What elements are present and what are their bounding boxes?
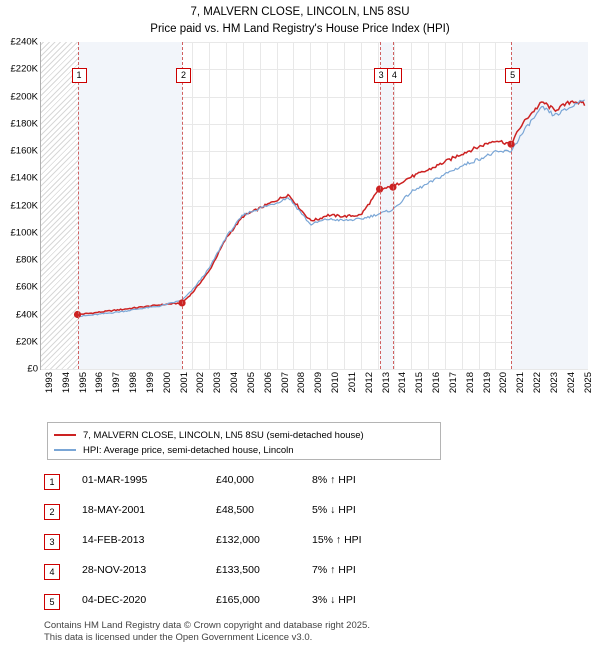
x-axis-tick-label: 1999 [144,372,156,394]
y-axis-tick-label: £40K [15,309,38,320]
x-axis-tick-label: 2017 [447,372,459,394]
gridline-horizontal [41,369,588,370]
x-axis-tick-label: 2006 [262,372,274,394]
x-axis-tick-label: 2005 [245,372,257,394]
x-axis-tick-label: 2007 [279,372,291,394]
sale-hpi-delta: 15% ↑ HPI [312,534,362,546]
legend-color-swatch [54,434,76,436]
x-axis-tick-label: 2001 [178,372,190,394]
x-axis-tick-label: 2002 [195,372,207,394]
x-axis-tick-label: 2010 [330,372,342,394]
sale-event-line [393,42,394,369]
sale-event-marker[interactable]: 4 [387,68,402,83]
sale-date: 14-FEB-2013 [82,534,145,546]
x-axis-tick-label: 1997 [111,372,123,394]
legend-color-swatch [54,449,76,451]
sales-table [44,470,444,620]
x-axis-tick-label: 2021 [515,372,527,394]
x-axis-tick-label: 2014 [397,372,409,394]
y-axis-tick-label: £120K [10,200,38,211]
sale-index-badge: 4 [44,564,60,580]
x-axis-tick-label: 2009 [313,372,325,394]
sale-hpi-delta: 3% ↓ HPI [312,594,356,606]
sale-event-line [380,42,381,369]
table-row [44,590,444,620]
footer [44,620,564,643]
table-row [44,530,444,560]
sale-hpi-delta: 5% ↓ HPI [312,504,356,516]
y-axis-tick-label: £100K [10,227,38,239]
sale-index-badge: 5 [44,594,60,610]
series-canvas [41,42,588,369]
sale-event-marker[interactable]: 2 [176,68,191,83]
x-axis-tick-label: 2003 [212,372,224,394]
sale-hpi-delta: 7% ↑ HPI [312,564,356,576]
chart-plot-area [40,42,588,370]
x-axis-tick-label: 1994 [60,372,72,394]
x-axis-tick-label: 2016 [431,372,443,394]
legend-label: HPI: Average price, semi-detached house, Lincoln [83,444,294,456]
sale-index-badge: 2 [44,504,60,520]
legend-item [54,443,434,457]
x-axis-tick-label: 2012 [363,372,375,394]
y-axis-tick-label: £140K [10,172,38,184]
table-row [44,560,444,590]
x-axis-tick-label: 2013 [380,372,392,394]
table-row [44,500,444,530]
series-line [78,101,585,315]
y-axis-tick-label: £240K [10,36,38,48]
x-axis-tick-label: 2024 [565,372,577,394]
sale-price: £165,000 [216,594,260,606]
series-line [78,100,585,317]
sale-price: £133,500 [216,564,260,576]
legend-item [54,428,434,442]
x-axis-tick-label: 2023 [548,372,560,394]
sale-event-line [78,42,79,369]
x-axis-tick-label: 2019 [481,372,493,394]
footer-line-1: Contains HM Land Registry data © Crown copyright and database right 2025. [44,620,370,631]
sale-price: £132,000 [216,534,260,546]
chart-legend [47,422,441,460]
sale-event-marker[interactable]: 5 [505,68,520,83]
x-axis-tick-label: 2008 [296,372,308,394]
x-axis-tick-label: 2025 [582,372,594,394]
footer-line-2: This data is licensed under the Open Government Licence v3.0. [44,631,313,643]
y-axis-tick-label: £0 [27,363,38,375]
x-axis-labels [40,372,594,412]
y-axis-tick-label: £220K [10,63,38,75]
sale-date: 28-NOV-2013 [82,564,147,576]
x-axis-tick-label: 2022 [532,372,544,394]
y-axis-tick-label: £60K [15,281,38,293]
sale-price: £40,000 [216,474,254,486]
sale-event-line [182,42,183,369]
sale-date: 04-DEC-2020 [82,594,147,606]
sale-date: 18-MAY-2001 [82,504,146,516]
sale-event-line [511,42,512,369]
x-axis-tick-label: 2000 [161,372,173,394]
y-axis-tick-label: £20K [15,336,38,348]
table-row [44,470,444,500]
sale-date: 01-MAR-1995 [82,474,148,486]
x-axis-tick-label: 1993 [44,372,55,394]
y-axis-tick-label: £80K [15,254,38,266]
x-axis-tick-label: 2018 [464,372,476,394]
y-axis-tick-label: £160K [10,145,38,157]
x-axis-tick-label: 2004 [229,372,241,394]
sale-index-badge: 1 [44,474,60,490]
x-axis-tick-label: 2015 [414,372,426,394]
x-axis-tick-label: 2020 [498,372,510,394]
sale-index-badge: 3 [44,534,60,550]
sale-hpi-delta: 8% ↑ HPI [312,474,356,486]
sale-event-marker[interactable]: 1 [72,68,87,83]
sale-event-marker[interactable]: 3 [374,68,389,83]
y-axis-labels [0,36,38,375]
x-axis-tick-label: 1998 [128,372,140,394]
x-axis-tick-label: 2011 [346,372,358,393]
x-axis-tick-label: 1995 [77,372,89,394]
x-axis-tick-label: 1996 [94,372,106,394]
page-title [0,4,600,38]
title-line-2: Price paid vs. HM Land Registry's House Price Index (HPI) [150,23,450,35]
sale-price: £48,500 [216,504,254,516]
y-axis-tick-label: £200K [10,91,38,102]
legend-label: 7, MALVERN CLOSE, LINCOLN, LN5 8SU (semi-detached house) [83,429,364,441]
y-axis-tick-label: £180K [10,118,38,130]
title-line-1: 7, MALVERN CLOSE, LINCOLN, LN5 8SU [190,6,410,18]
